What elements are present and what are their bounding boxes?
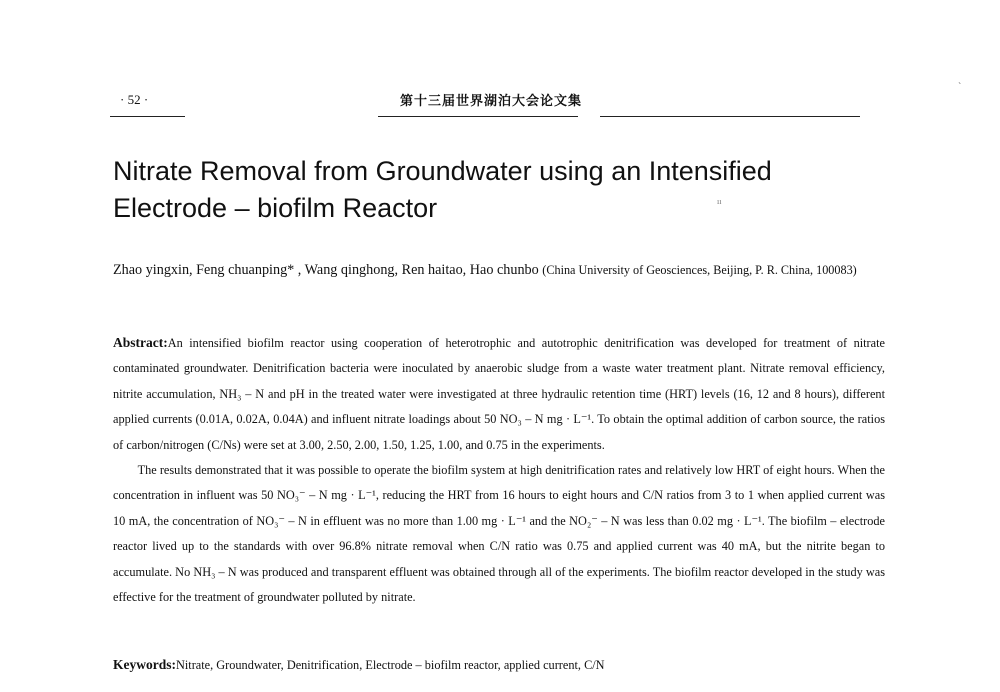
abstract: [113, 330, 885, 610]
keywords: [113, 655, 885, 675]
header-rule-left: [110, 116, 185, 117]
keywords-label: Keywords:: [113, 657, 176, 672]
running-header: [110, 90, 880, 112]
abstract-label: Abstract:: [113, 335, 168, 350]
abstract-text-1: An intensified biofilm reactor using cooperation of heterotrophic and autotrophic denitrification was developed for treatment of nitrate contaminated groundwater. Denitrification bacteria were inoculated by anaerobic sludge from a waste water treatment plant. Nitrate removal efficiency, nitrite accumulation, NH₃ – N and pH in the treated water were investigated at three hydraulic retention time (HRT) levels (16, 12 and 8 hours), different applied currents (0.01A, 0.02A, 0.04A) and influent nitrate loadings about 50 NO₃ – N mg · L⁻¹. To obtain the optimal addition of carbon source, the ratios of carbon/nitrogen (C/Ns) were set at 3.00, 2.50, 2.00, 1.50, 1.25, 1.00, and 0.75 in the experiments.: [113, 336, 885, 452]
scan-mark-title: ıı: [717, 197, 722, 206]
header-rule-middle: [378, 116, 578, 117]
paper-title: Nitrate Removal from Groundwater using an Intensified Electrode – biofilm Reactor: [113, 156, 772, 223]
abstract-paragraph-2: The results demonstrated that it was possible to operate the biofilm system at high denitrification rates and relatively low HRT of eight hours. When the concentration in influent was 50 NO₃⁻ – N mg · L⁻¹, reducing the HRT from 16 hours to eight hours and C/N ratios from 3 to 1 when applied current was 10 mA, the concentration of NO₃⁻ – N in effluent was no more than 1.00 mg · L⁻¹ and the NO₂⁻ – N was less than 0.02 mg · L⁻¹. The biofilm – electrode reactor lived up to the standards with over 96.8% nitrate removal when C/N ratio was 0.75 and applied current was 40 mA, but the nitrite began to accumulate. No NH₃ – N was produced and transparent effluent was obtained through all of the experiments. The biofilm reactor developed in the study was effective for the treatment of groundwater polluted by nitrate.: [113, 463, 885, 605]
author-names: Zhao yingxin, Feng chuanping* , Wang qinghong, Ren haitao, Hao chunbo: [113, 262, 539, 278]
abstract-paragraph-1: [113, 330, 885, 458]
author-line: [113, 257, 885, 283]
journal-title: 第十三届世界湖泊大会论文集: [400, 94, 583, 109]
scan-mark-corner: `: [958, 82, 962, 93]
author-affiliation: (China University of Geosciences, Beijing, P. R. China, 100083): [542, 263, 857, 277]
page-number: · 52 ·: [120, 92, 149, 107]
keywords-text: Nitrate, Groundwater, Denitrification, Electrode – biofilm reactor, applied current, C/N: [176, 658, 605, 672]
header-rule-right: [600, 116, 860, 117]
